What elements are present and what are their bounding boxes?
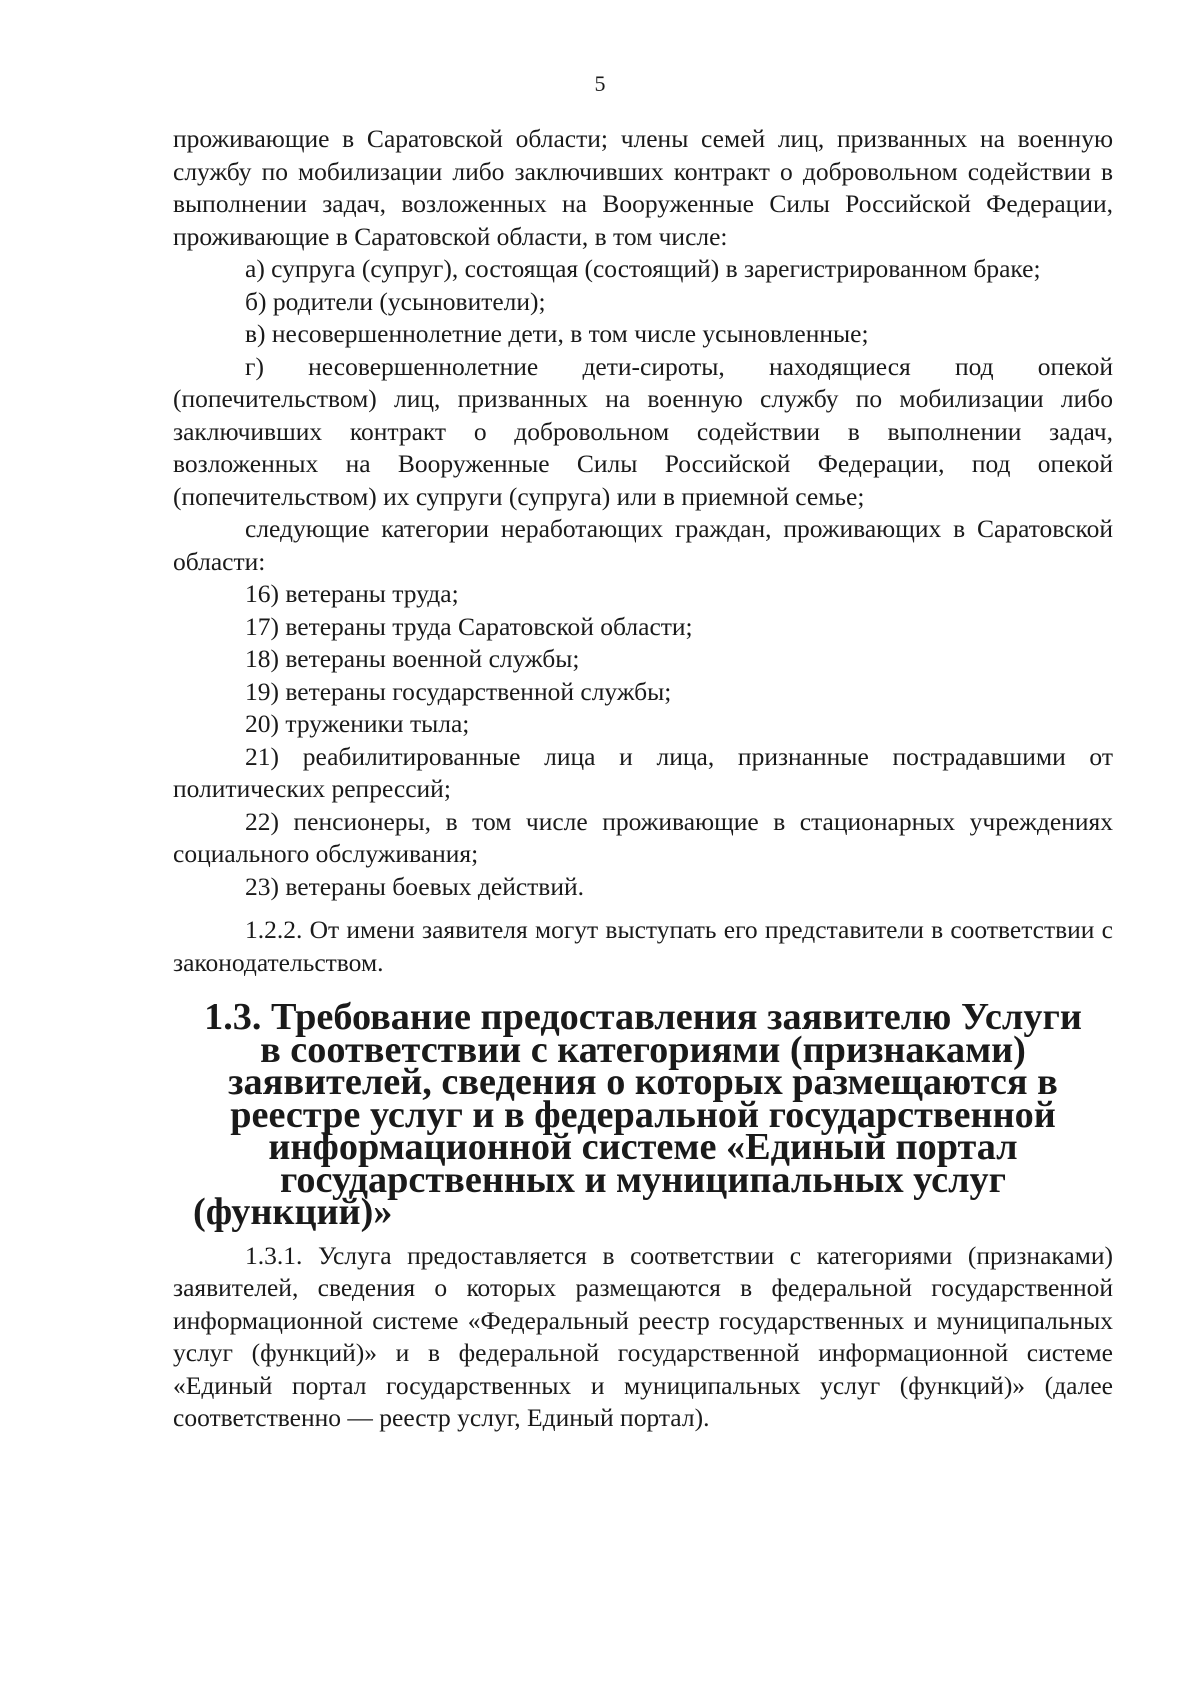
list-item-g: г) несовершеннолетние дети-сироты, находящиеся под опекой (попечительством) лиц, призванных на военную службу по мобилизации либо заключивших контракт о добровольном содействии в выполнении задач, возложенных на Вооруженные Силы Российской Федерации, под опекой (попечительством) их супруги (супруга) или в приемной семье; bbox=[173, 351, 1113, 511]
list-item-18: 18) ветераны военной службы; bbox=[245, 644, 580, 673]
list-item-b: б) родители (усыновители); bbox=[245, 286, 546, 316]
list-item-22: 22) пенсионеры, в том числе проживающие в стационарных учреждениях социального обслуживания; bbox=[173, 806, 1113, 868]
list-item-19: 19) ветераны государственной службы; bbox=[245, 676, 672, 706]
list-item-21: 21) реабилитированные лица и лица, признанные пострадавшими от политических репрессий; bbox=[173, 741, 1113, 803]
list-item-17: 17) ветераны труда Саратовской области; bbox=[245, 611, 693, 641]
paragraph-residents: проживающие в Саратовской области; члены семей лиц, призванных на военную службу по мобилизации либо заключивших контракт о добровольном содействии в выполнении задач, возложенных на Вооруженные Силы Российской Федерации, проживающие в Саратовской области, в том числе: bbox=[173, 124, 1113, 251]
list-item-v: в) несовершеннолетние дети, в том числе усыновленные; bbox=[245, 319, 869, 348]
list-item-23: 23) ветераны боевых действий. bbox=[245, 871, 585, 901]
page-number: 5 bbox=[594, 71, 606, 96]
paragraph-categories: следующие категории неработающих граждан, проживающих в Саратовской области: bbox=[173, 514, 1113, 576]
document-body bbox=[173, 123, 1113, 1435]
paragraph-1-3-1: 1.3.1. Услуга предоставляется в соответствии с категориями (признаками) заявителей, сведения о которых размещаются в федеральной государственной информационной системе «Федеральный реестр государственных и муниципальных услуг (функций)» и в федеральной государственной информационной системе «Единый портал государственных и муниципальных услуг (функций)» (далее соответственно — реестр услуг, Единый портал). bbox=[173, 1240, 1113, 1432]
paragraph-1-2-2: 1.2.2. От имени заявителя могут выступать его представители в соответствии с законодательством. bbox=[173, 915, 1113, 977]
section-heading-1-3: 1.3. Требование предоставления заявителю Услуги в соответствии с категориями (признаками) заявителей, сведения о которых размещаются в реестре услуг и в федеральной государственной информационной системе «Единый портал государственных и муниципальных услуг (функций)» bbox=[193, 996, 1082, 1233]
list-item-20: 20) труженики тыла; bbox=[245, 709, 470, 738]
list-item-16: 16) ветераны труда; bbox=[245, 579, 459, 608]
list-item-a: а) супруга (супруг), состоящая (состоящий) в зарегистрированном браке; bbox=[245, 254, 1041, 283]
